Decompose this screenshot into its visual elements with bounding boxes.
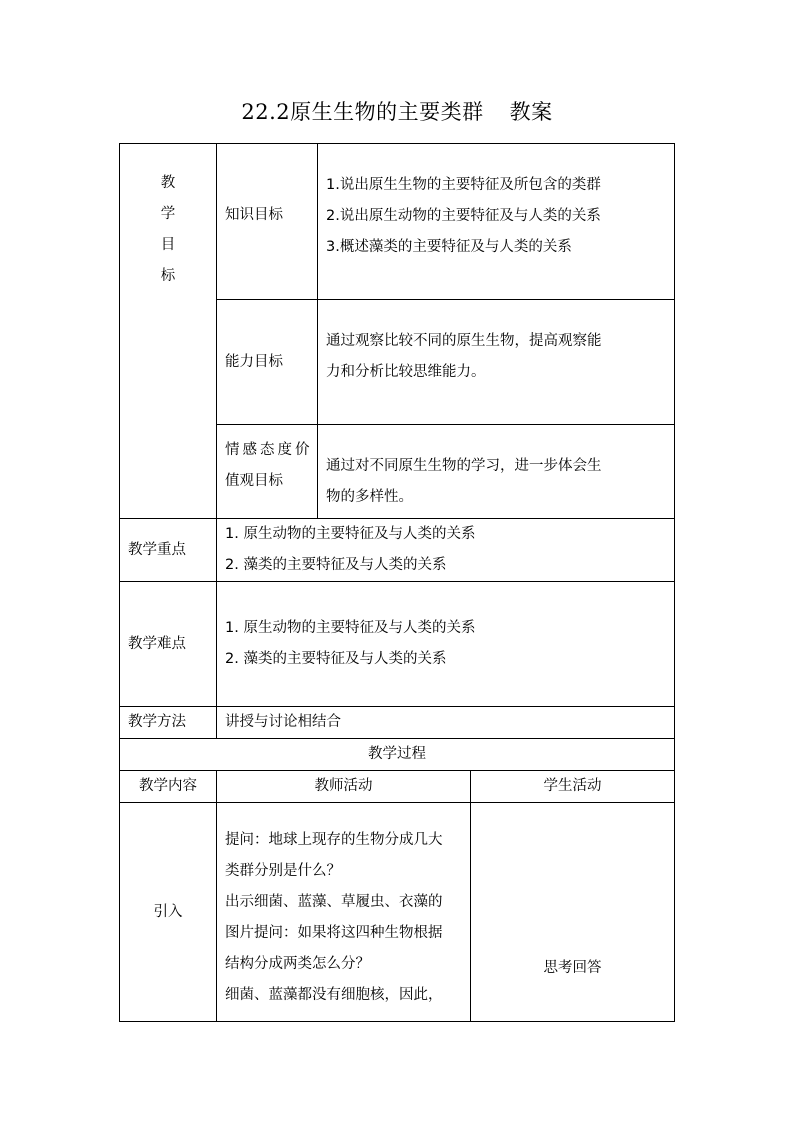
method-row [120,707,675,739]
objectives-label-char: 教 [160,175,176,191]
method-value: 讲授与讨论相结合 [217,707,675,739]
column-header-student: 学生活动 [471,771,675,803]
emotion-goals [318,425,675,519]
document-title [0,96,794,126]
ability-goal-line: 力和分析比较思维能力。 [326,364,486,380]
column-header-content: 教学内容 [120,771,217,803]
emotion-goal-line: 通过对不同原生生物的学习，进一步体会生 [326,458,602,474]
title-suffix: 教案 [509,100,553,124]
key-point-item: 2. 藻类的主要特征及与人类的关系 [225,557,447,573]
title-main: 22.2原生生物的主要类群 [241,100,484,124]
difficulty-item: 2. 藻类的主要特征及与人类的关系 [225,651,447,667]
objectives-knowledge-row [120,144,675,300]
teacher-activity-line: 类群分别是什么？ [225,863,341,879]
process-row-intro [120,803,675,1022]
knowledge-goal-item: 3.概述藻类的主要特征及与人类的关系 [326,239,572,255]
teacher-activity-line: 出示细菌、蓝藻、草履虫、衣藻的 [225,894,443,910]
difficulty-item: 1. 原生动物的主要特征及与人类的关系 [225,620,476,636]
emotion-goal-line: 物的多样性。 [326,489,413,505]
knowledge-goals [318,144,675,300]
difficulties-row [120,582,675,707]
key-points-row [120,519,675,582]
key-point-item: 1. 原生动物的主要特征及与人类的关系 [225,526,476,542]
emotion-label-line: 情感态度价 [225,442,313,458]
objectives-label [120,144,217,519]
ability-goals [318,300,675,425]
teacher-activity-line: 提问：地球上现存的生物分成几大 [225,832,443,848]
process-header-row [120,739,675,771]
objectives-label-char: 目 [160,237,176,253]
teacher-activity-line: 结构分成两类怎么分？ [225,956,370,972]
ability-goal-line: 通过观察比较不同的原生生物，提高观察能 [326,333,602,349]
ability-label: 能力目标 [217,300,318,425]
teacher-activity-line: 细菌、蓝藻都没有细胞核，因此， [225,987,443,1003]
intro-teacher-activity [217,803,471,1022]
key-points-label: 教学重点 [120,519,217,582]
intro-content: 引入 [120,803,217,1022]
process-columns-row [120,771,675,803]
key-points-list [217,519,675,582]
teacher-activity-line: 图片提问：如果将这四种生物根据 [225,925,443,941]
objectives-label-char: 学 [160,206,176,222]
difficulties-label: 教学难点 [120,582,217,707]
difficulties-list [217,582,675,707]
knowledge-label: 知识目标 [217,144,318,300]
process-header: 教学过程 [120,739,675,771]
objectives-label-char: 标 [160,268,176,284]
method-label: 教学方法 [120,707,217,739]
knowledge-goal-item: 1.说出原生生物的主要特征及所包含的类群 [326,177,601,193]
emotion-label [217,425,318,519]
intro-student-activity: 思考回答 [471,803,675,1022]
knowledge-goal-item: 2.说出原生动物的主要特征及与人类的关系 [326,208,601,224]
lesson-plan-table [119,143,675,1022]
column-header-teacher: 教师活动 [217,771,471,803]
emotion-label-line: 值观目标 [225,473,283,489]
